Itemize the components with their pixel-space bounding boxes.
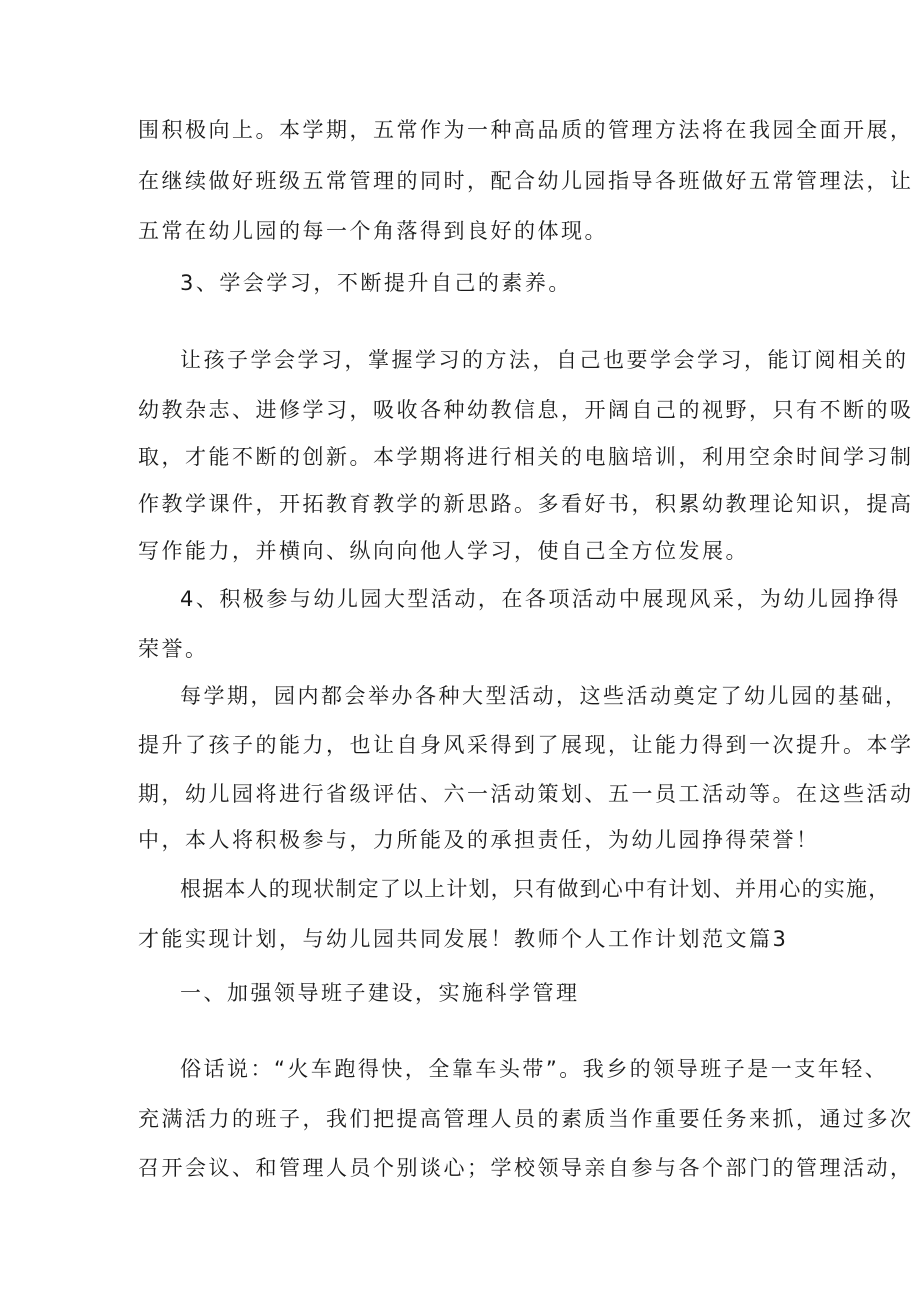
section-heading: 4、积极参与幼儿园大型活动，在各项活动中展现风采，为幼儿园挣得: [180, 587, 901, 611]
text-line: 充满活力的班子，我们把提高管理人员的素质当作重要任务来抓，通过多次: [138, 1107, 914, 1131]
text-line: 每学期，园内都会举办各种大型活动，这些活动奠定了幼儿园的基础，: [180, 684, 909, 708]
text-line: 召开会议、和管理人员个别谈心；学校领导亲自参与各个部门的管理活动，: [138, 1156, 914, 1180]
text-line: 才能实现计划，与幼儿园共同发展！教师个人工作计划范文篇3: [138, 927, 789, 951]
text-line: 写作能力，并横向、纵向向他人学习，使自己全方位发展。: [138, 539, 749, 563]
section-heading: 一、加强领导班子建设，实施科学管理: [180, 981, 580, 1005]
text-line: 根据本人的现状制定了以上计划，只有做到心中有计划、并用心的实施，: [180, 877, 891, 901]
text-line: 俗话说：“火车跑得快，全靠车头带”。我乡的领导班子是一支年轻、: [180, 1057, 889, 1081]
text-line: 期，幼儿园将进行省级评估、六一活动策划、五一员工活动等。在这些活动: [138, 782, 914, 806]
text-line: 提升了孩子的能力，也让自身风采得到了展现，让能力得到一次提升。本学: [138, 733, 914, 757]
text-line: 作教学课件，开拓教育教学的新思路。多看好书，积累幼教理论知识，提高: [138, 492, 914, 516]
text-line: 五常在幼儿园的每一个角落得到良好的体现。: [138, 219, 608, 243]
text-line: 让孩子学会学习，掌握学习的方法，自己也要学会学习，能订阅相关的: [180, 348, 909, 372]
text-line: 幼教杂志、进修学习，吸收各种幼教信息，开阔自己的视野，只有不断的吸: [138, 398, 914, 422]
text-line: 围积极向上。本学期，五常作为一种高品质的管理方法将在我园全面开展，: [138, 118, 914, 142]
section-heading-continuation: 荣誉。: [138, 637, 209, 661]
text-line: 在继续做好班级五常管理的同时，配合幼儿园指导各班做好五常管理法，让: [138, 169, 914, 193]
text-line: 取，才能不断的创新。本学期将进行相关的电脑培训，利用空余时间学习制: [138, 445, 914, 469]
text-line: 中，本人将积极参与，力所能及的承担责任，为幼儿园挣得荣誉！: [138, 828, 820, 852]
section-heading: 3、学会学习，不断提升自己的素养。: [180, 271, 572, 295]
